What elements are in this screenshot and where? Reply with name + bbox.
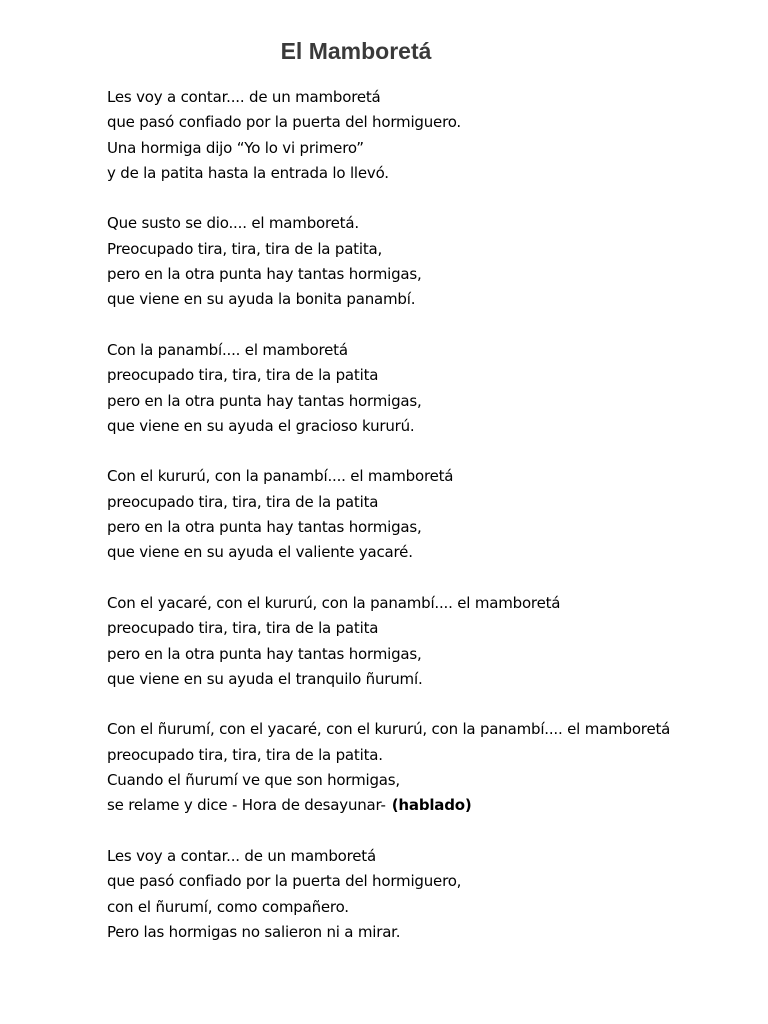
stanza-5 [107,591,762,692]
poem-line: que viene en su ayuda la bonita panambí. [107,290,416,309]
poem-line: Con el kururú, con la panambí.... el mamboretá [107,467,454,486]
poem-line: Una hormiga dijo “Yo lo vi primero” [107,138,364,157]
poem-line: que viene en su ayuda el gracioso kururú. [107,416,415,435]
poem-line: Con la panambí.... el mamboretá [107,340,348,359]
document-title: El Mamboretá [280,38,432,64]
poem-line: pero en la otra punta hay tantas hormigas, [107,518,422,537]
poem-line: preocupado tira, tira, tira de la patita [107,492,379,511]
poem-line: Con el ñurumí, con el yacaré, con el kururú, con la panambí.... el mamboretá [107,720,671,739]
poem-line-text: se relame y dice - Hora de desayunar- [107,796,386,815]
stanza-1 [107,85,762,186]
poem-line: que pasó confiado por la puerta del hormiguero. [107,113,461,132]
poem-line: pero en la otra punta hay tantas hormigas, [107,644,422,663]
poem-line: Con el yacaré, con el kururú, con la panambí.... el mamboretá [107,593,561,612]
poem-line: pero en la otra punta hay tantas hormigas, [107,265,422,284]
poem-line: preocupado tira, tira, tira de la patita [107,619,379,638]
poem-line: Les voy a contar.... de un mamboretá [107,88,381,106]
stanza-6 [107,717,762,818]
poem-line: preocupado tira, tira, tira de la patita. [107,745,383,764]
spoken-note: (hablado) [391,796,472,815]
stanza-3 [107,338,762,439]
stanza-2 [107,211,762,312]
poem-line: que pasó confiado por la puerta del hormiguero, [107,872,462,891]
poem-line: con el ñurumí, como compañero. [107,897,349,916]
poem-line: Les voy a contar... de un mamboretá [107,846,376,865]
poem-line: y de la patita hasta la entrada lo llevó. [107,163,389,182]
poem-line-with-note [107,793,762,818]
poem-line: preocupado tira, tira, tira de la patita [107,366,379,385]
poem-line: Cuando el ñurumí ve que son hormigas, [107,771,400,790]
poem-line: que viene en su ayuda el tranquilo ñurumí. [107,669,423,688]
poem-line: pero en la otra punta hay tantas hormigas, [107,391,422,410]
poem-line: que viene en su ayuda el valiente yacaré. [107,543,413,562]
poem-body [107,85,762,970]
poem-line: Que susto se dio.... el mamboretá. [107,214,359,233]
poem-line: Preocupado tira, tira, tira de la patita, [107,239,383,258]
poem-line: Pero las hormigas no salieron ni a mirar. [107,922,401,941]
stanza-7 [107,844,762,945]
stanza-4 [107,464,762,565]
